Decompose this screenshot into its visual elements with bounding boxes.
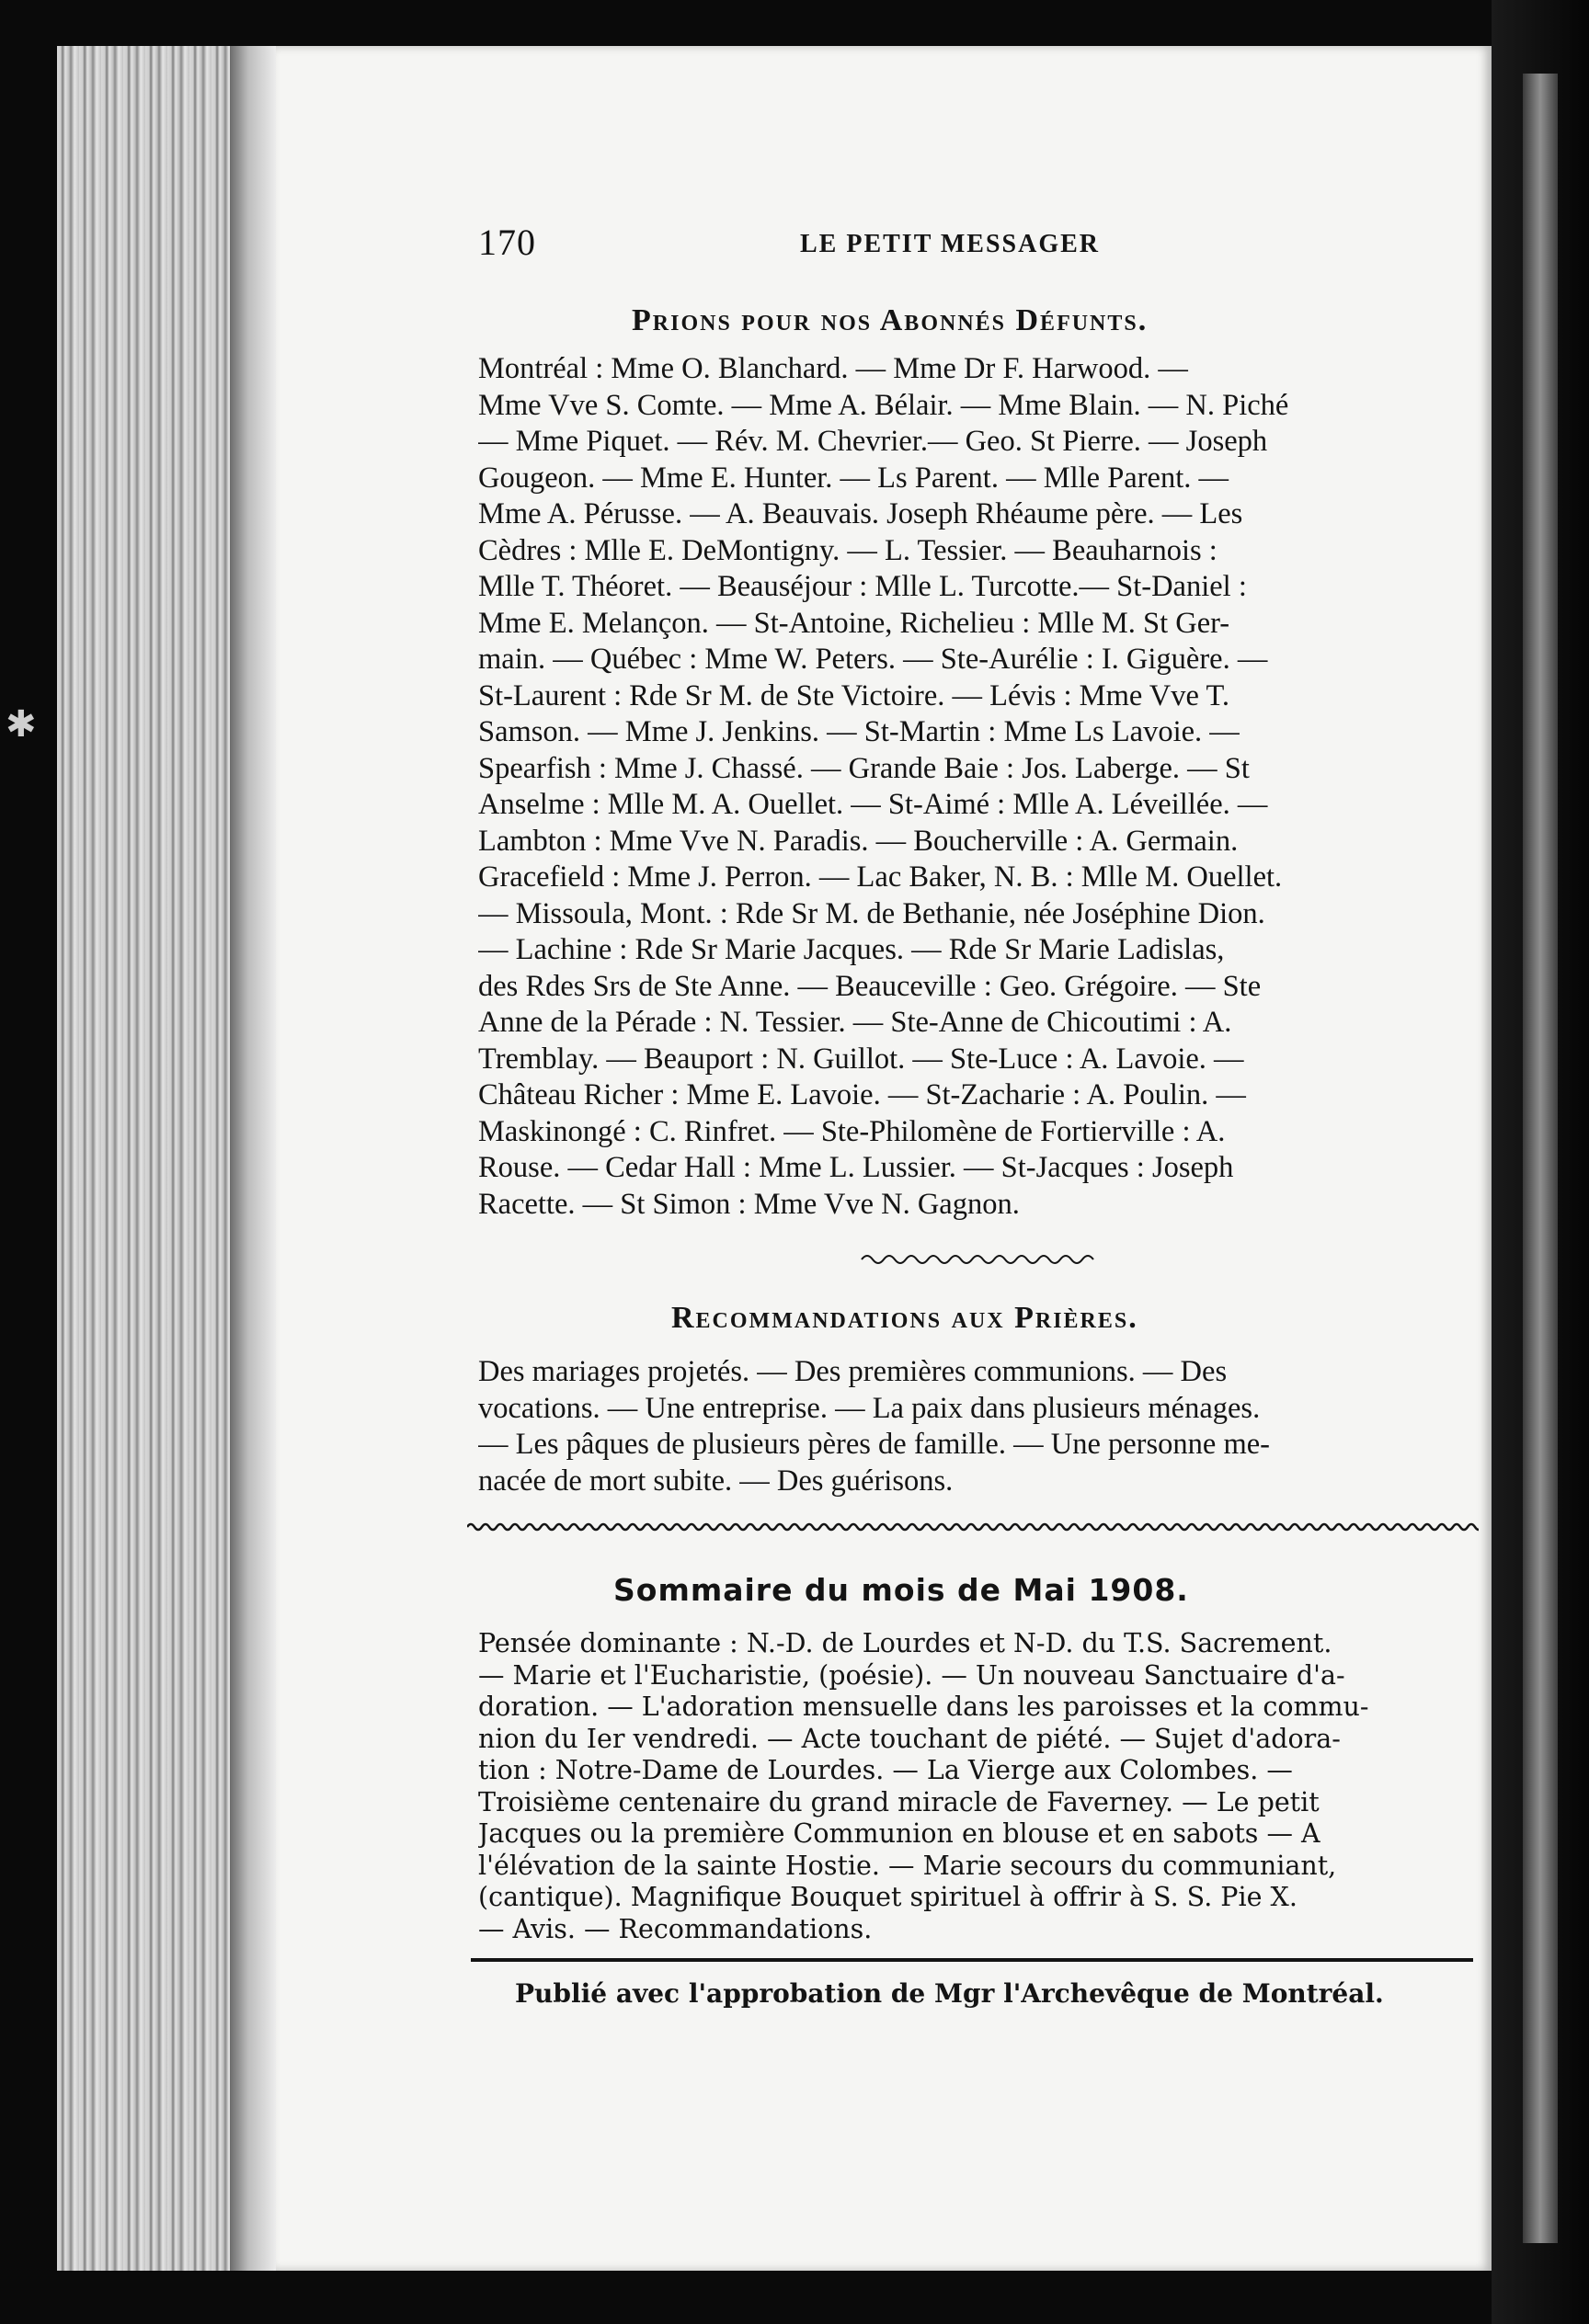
prions-line: Anselme : Mlle M. A. Ouellet. — St-Aimé : Mlle A. Léveillée. — [478,788,1268,821]
prions-line: Château Richer : Mme E. Lavoie. — St-Zacharie : A. Poulin. — [478,1078,1246,1111]
sommaire-line: tion : Notre-Dame de Lourdes. — La Vierge aux Colombes. — [478,1755,1293,1785]
sommaire-line: Troisième centenaire du grand miracle de Faverney. — Le petit [478,1786,1320,1817]
approval-line: Publié avec l'approbation de Mgr l'Archevêque de Montréal. [515,1978,1384,2009]
prions-line: Rouse. — Cedar Hall : Mme L. Lussier. — St-Jacques : Joseph [478,1151,1234,1184]
running-head [478,221,1490,276]
sommaire-section [478,1628,1490,1945]
prions-line: Mme Vve S. Comte. — Mme A. Bélair. — Mme Blain. — N. Piché [478,388,1289,422]
wavy-rule [467,1520,1479,1534]
recommandations-line: vocations. — Une entreprise. — La paix dans plusieurs ménages. [478,1391,1261,1425]
running-title: LE PETIT MESSAGER [800,230,1101,258]
prions-line: main. — Québec : Mme W. Peters. — Ste-Aurélie : I. Giguère. — [478,643,1268,676]
book-page [276,46,1492,2271]
recommandations-section [478,1354,1490,1499]
prions-line: Mme E. Melançon. — St-Antoine, Richelieu : Mlle M. St Ger- [478,606,1230,640]
page-content [478,221,1490,2009]
prions-line: Gougeon. — Mme E. Hunter. — Ls Parent. — Mlle Parent. — [478,461,1229,495]
swash-divider [860,1250,1099,1269]
prions-line: Maskinongé : C. Rinfret. — Ste-Philomène de Fortierville : A. [478,1114,1226,1148]
prions-line: Tremblay. — Beauport : N. Guillot. — Ste-Luce : A. Lavoie. — [478,1042,1244,1076]
prions-line: Gracefield : Mme J. Perron. — Lac Baker, N. B. : Mlle M. Ouellet. [478,860,1283,894]
sommaire-line: (cantique). Magnifique Bouquet spirituel à offrir à S. S. Pie X. [478,1882,1297,1912]
prions-line: St-Laurent : Rde Sr M. de Ste Victoire. — Lévis : Mme Vve T. [478,678,1230,712]
sommaire-line: — Avis. — Recommandations. [478,1913,873,1944]
sommaire-line: Pensée dominante : N.-D. de Lourdes et N-D. du T.S. Sacrement. [478,1628,1332,1658]
recommandations-line: — Les pâques de plusieurs pères de famille. — Une personne me- [478,1428,1270,1461]
book-cover-edge [1523,74,1558,2243]
footer-rule [471,1958,1473,1962]
prions-heading: Prions pour nos Abonnés Défunts. [632,303,1149,337]
sommaire-line: Jacques ou la première Communion en blouse et en sabots — A [478,1818,1320,1849]
prions-line: Racette. — St Simon : Mme Vve N. Gagnon. [478,1187,1020,1221]
prions-section [478,351,1490,1223]
book-gutter [230,46,276,2271]
prions-line: Anne de la Pérade : N. Tessier. — Ste-Anne de Chicoutimi : A. [478,1006,1232,1039]
prions-line: Spearfish : Mme J. Chassé. — Grande Baie : Jos. Laberge. — St [478,751,1250,785]
sommaire-line: doration. — L'adoration mensuelle dans les paroisses et la commu- [478,1692,1369,1722]
prions-line: — Missoula, Mont. : Rde Sr M. de Bethanie, née Joséphine Dion. [478,896,1265,930]
sommaire-line: — Marie et l'Eucharistie, (poésie). — Un nouveau Sanctuaire d'a- [478,1659,1345,1691]
page-number: 170 [478,222,536,263]
scan-speck-mark: ✱ [6,703,37,746]
recommandations-line: Des mariages projetés. — Des premières communions. — Des [478,1355,1228,1388]
sommaire-heading: Sommaire du mois de Mai 1908. [613,1572,1189,1608]
recommandations-heading: Recommandations aux Prières. [671,1301,1138,1335]
prions-line: des Rdes Srs de Ste Anne. — Beauceville : Geo. Grégoire. — Ste [478,969,1262,1003]
prions-line: Lambton : Mme Vve N. Paradis. — Boucherville : A. Germain. [478,824,1239,858]
prions-line: Samson. — Mme J. Jenkins. — St-Martin : Mme Ls Lavoie. — [478,715,1240,748]
sommaire-line: nion du Ier vendredi. — Acte touchant de piété. — Sujet d'adora- [478,1723,1341,1754]
prions-line: Mme A. Pérusse. — A. Beauvais. Joseph Rhéaume père. — Les [478,497,1243,530]
sommaire-line: l'élévation de la sainte Hostie. — Marie secours du communiant, [478,1850,1337,1881]
prions-line: — Mme Piquet. — Rév. M. Chevrier.— Geo. St Pierre. — Joseph [478,425,1268,458]
prions-line: Montréal : Mme O. Blanchard. — Mme Dr F. Harwood. — [478,352,1188,385]
prions-line: Cèdres : Mlle E. DeMontigny. — L. Tessier. — Beauharnois : [478,533,1217,567]
prions-line: Mlle T. Théoret. — Beauséjour : Mlle L. Turcotte.— St-Daniel : [478,570,1247,603]
recommandations-line: nacée de mort subite. — Des guérisons. [478,1464,954,1498]
prions-line: — Lachine : Rde Sr Marie Jacques. — Rde Sr Marie Ladislas, [478,933,1225,966]
